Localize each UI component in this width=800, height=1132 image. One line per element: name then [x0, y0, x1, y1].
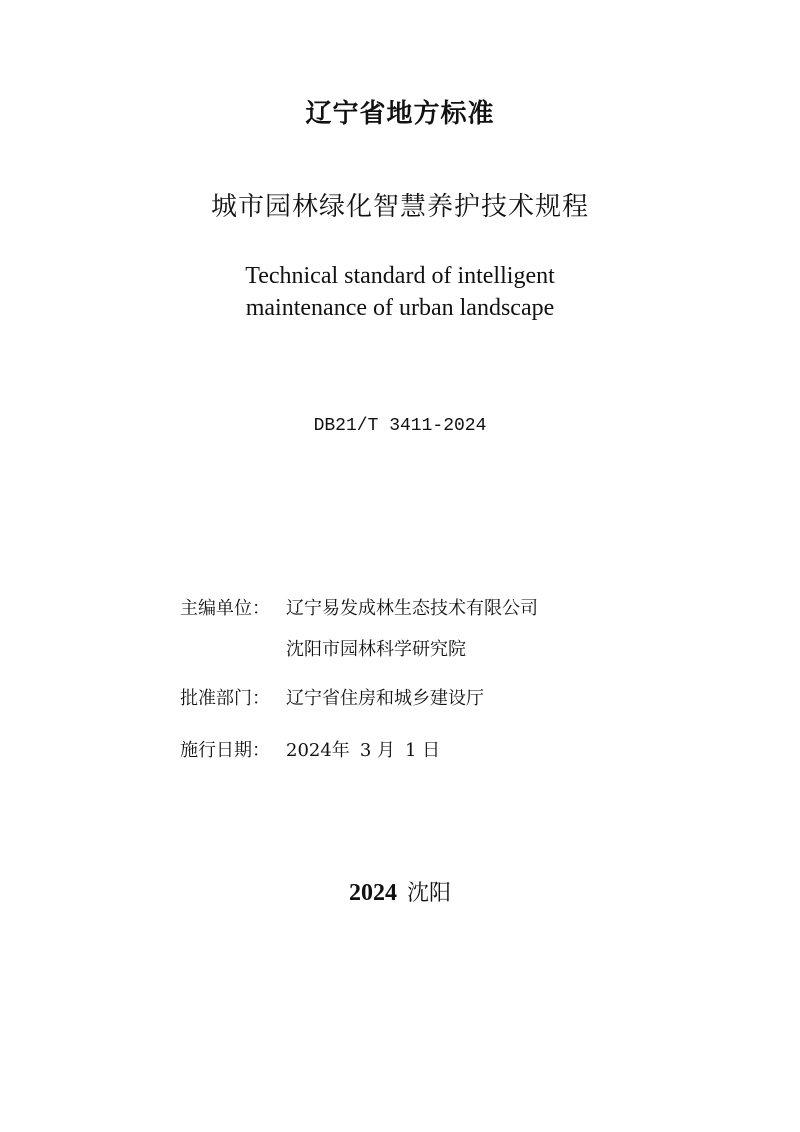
effective-day: 1 日	[405, 740, 441, 761]
chief-editor-row	[180, 594, 538, 620]
effective-year: 2024年	[286, 740, 350, 761]
approver-value: 辽宁省住房和城乡建设厅	[286, 688, 484, 709]
chief-editor-2: 沈阳市园林科学研究院	[286, 639, 466, 660]
document-title-english-line1: Technical standard of intelligent	[245, 263, 555, 289]
chief-editor-1: 辽宁易发成林生态技术有限公司	[286, 598, 538, 619]
effective-date-row	[180, 736, 440, 762]
document-title-english-line2: maintenance of urban landscape	[245, 295, 555, 321]
effective-month: 3 月	[359, 740, 395, 761]
approver-label: 批准部门：	[180, 688, 270, 709]
chief-editor-label: 主编单位：	[180, 598, 270, 619]
footer-city: 沈阳	[406, 881, 451, 906]
chief-editor-row-2	[180, 635, 466, 661]
footer-year: 2024	[348, 880, 397, 906]
document-title-chinese: 城市园林绿化智慧养护技术规程	[210, 192, 589, 222]
footer-imprint	[0, 876, 800, 907]
effective-date-label: 施行日期：	[180, 740, 270, 761]
issuing-authority: 辽宁省地方标准	[305, 99, 495, 129]
approver-row	[180, 684, 484, 710]
standard-code: DB21/T 3411-2024	[313, 416, 487, 436]
